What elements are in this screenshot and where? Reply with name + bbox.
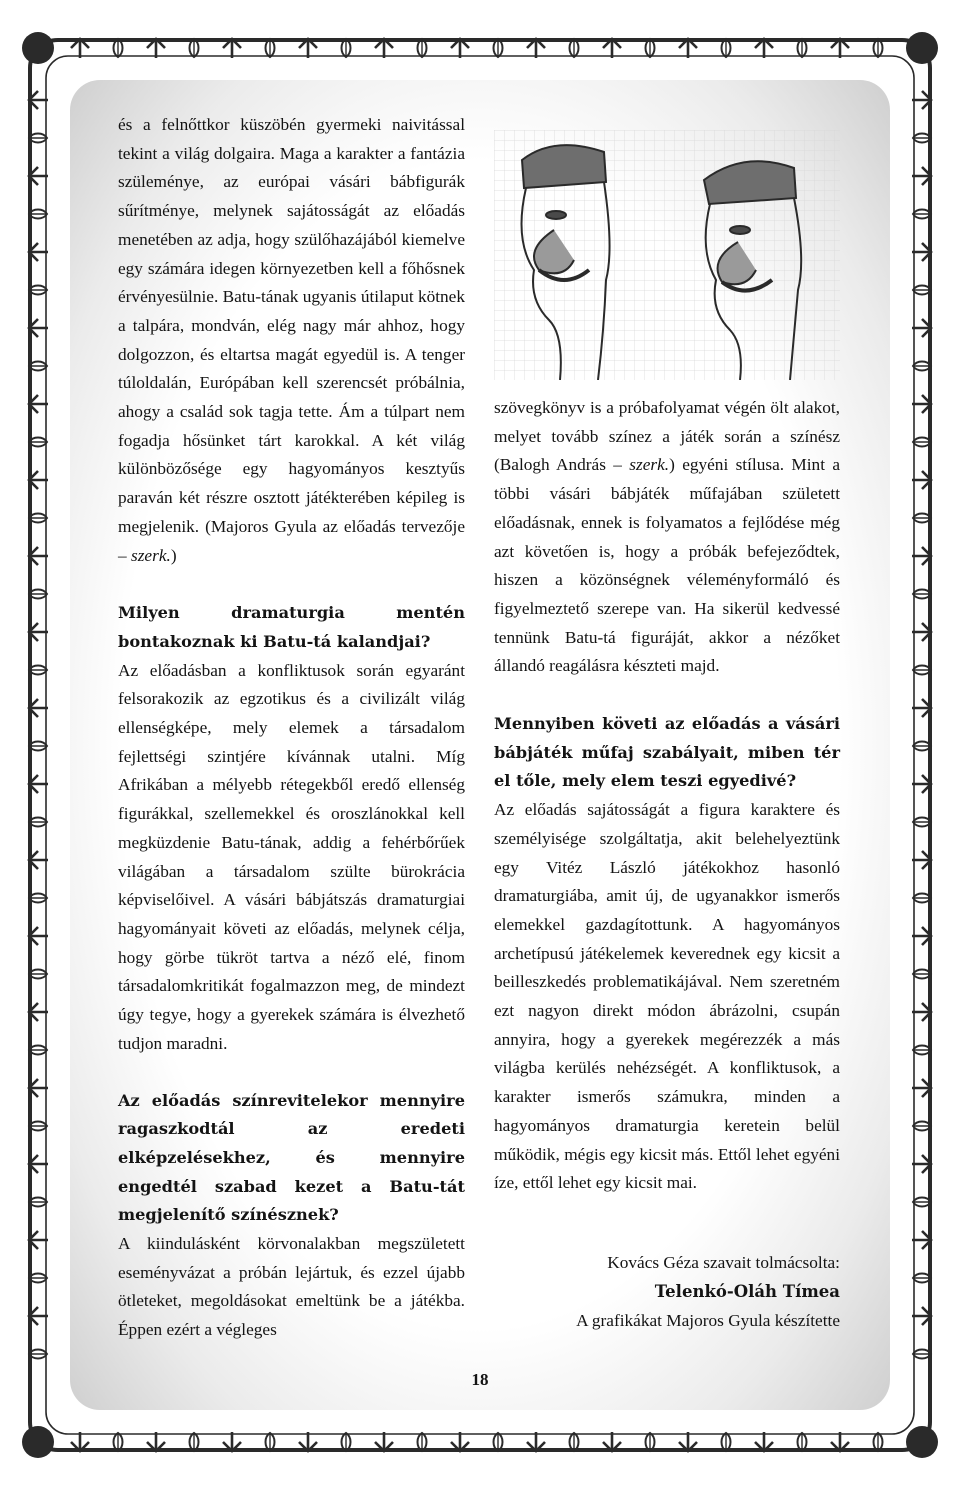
- credits-author-name: Telenkó-Oláh Tímea: [654, 1282, 840, 1301]
- left-paragraph-1: és a felnőttkor küszöbén gyermeki naivitással tekint a világ dolgaira. Maga a karakter a fantázia szüleménye, az európai vásári bábfigurák sűrítménye, melynek sajátosságát az előadás menetében az adja, hogy szülőhazájából kiemelve egy számára idegen környezetben kell a főhősnek érvényesülnie. Batu-tának ugyanis útilaput kötnek a talpára, mondván, elég nagy már ahhoz, hogy dolgozzon, és eltartsa magát egyedül is. A tenger túloldalán, Európában kell szerencsét próbálnia, ahogy a család sok tagja tette. Ám a túlpart nem fogadja hősünket tárt karokkal. A két világ különbözősége egy hagyományos kesztyűs paraván két részre osztott játékterében képileg is megjelenik. (Majoros Gyula az előadás tervezője – szerk.): [118, 115, 465, 565]
- right-column: [494, 394, 840, 1198]
- question-dramaturgy: Milyen dramaturgia mentén bontakoznak ki Batu-tá kalandjai?: [118, 603, 465, 651]
- credits: [500, 1248, 840, 1335]
- puppet-sketch-icon: [494, 130, 840, 380]
- editor-note: szerk.: [629, 455, 670, 475]
- left-paragraph-2: Az előadásban a konfliktusok során egyaránt felsorakozik az egzotikus és a civilizált világ ellenségképe, mely elemek a társadalom fejlettségi szintjére kívánnak utalni. Míg Afrikában a mélyebb rétegekből eredő ellenség figurákkal, szellemekkel és oroszlánokkal kell megküzdenie Batu-tának, addig a fehérbőrűek világában a társadalom szülte bürokrácia képviselőivel. A vásári bábjátszás dramaturgiai hagyományait követi az előadás, melynek célja, hogy görbe tükröt tartva a néző elé, finom társadalomkritikát fogalmazzon meg, de mindezt úgy tegye, hogy a gyerekek számára is élvezhető tudjon maradni.: [118, 660, 465, 1053]
- page-number: 18: [471, 1370, 489, 1389]
- question-staging: Az előadás színrevitelekor mennyire ragaszkodtál az eredeti elképzelésekhez, és mennyire engedtél szabad kezet a Batu-tát megjelenítő színésznek?: [118, 1090, 465, 1225]
- right-paragraph-2: Az előadás sajátosságát a figura karaktere és személyisége szolgáltatja, akit belehelyeztünk egy Vitéz László játékokhoz hasonló dramaturgiába, amit új, de ugyanakkor ismerős elemekkel gazdagítottunk. A hagyományos archetípusú játékelemek keverednek egy kicsit a beilleszkedés problematikájával. Nem szeretném ezt nagyon direkt módon ábrázolni, csupán annyira, hogy a gyerekek megérezzék a más világba kerülés nehézségét. A konfliktusok, a karakter ismerős számukra, minden a hagyományos dramaturgia keretein belül működik, mégis egy kicsit más. Ettől lehet egyéni íze, ettől lehet egy kicsit mai.: [494, 800, 840, 1193]
- right-paragraph-1: szövegkönyv is a próbafolyamat végén ölt alakot, melyet tovább színez a játék során a színész (Balogh András – szerk.) egyéni stílusa. Mint a többi vásári bábjáték műfajában született előadásnak, ennek is folyamatos a fejlődése még azt követően is, hogy a próbák befejeződtek, hiszen a közönségnek véleményformáló és figyelmeztető szerepe van. Ha sikerül kedvessé tennünk Batu-tá figuráját, akkor a nézőket állandó reagálásra készteti majd.: [494, 398, 840, 676]
- left-paragraph-3: A kiindulásként körvonalakban megszületett eseményvázat a próbán lejártuk, és ezzel újabb ötleteket, megoldásokat emeltünk be a játékba. Éppen ezért a végleges: [118, 1234, 465, 1340]
- credits-illustrator-line: A grafikákat Majoros Gyula készítette: [576, 1311, 840, 1330]
- credits-interpreter-line: Kovács Géza szavait tolmácsolta:: [607, 1253, 840, 1272]
- question-genre: Mennyiben követi az előadás a vásári bábjáték műfaj szabályait, miben tér el tőle, mely elem teszi egyedivé?: [494, 714, 840, 791]
- editor-note: szerk.: [130, 545, 171, 565]
- left-column: [118, 111, 465, 1345]
